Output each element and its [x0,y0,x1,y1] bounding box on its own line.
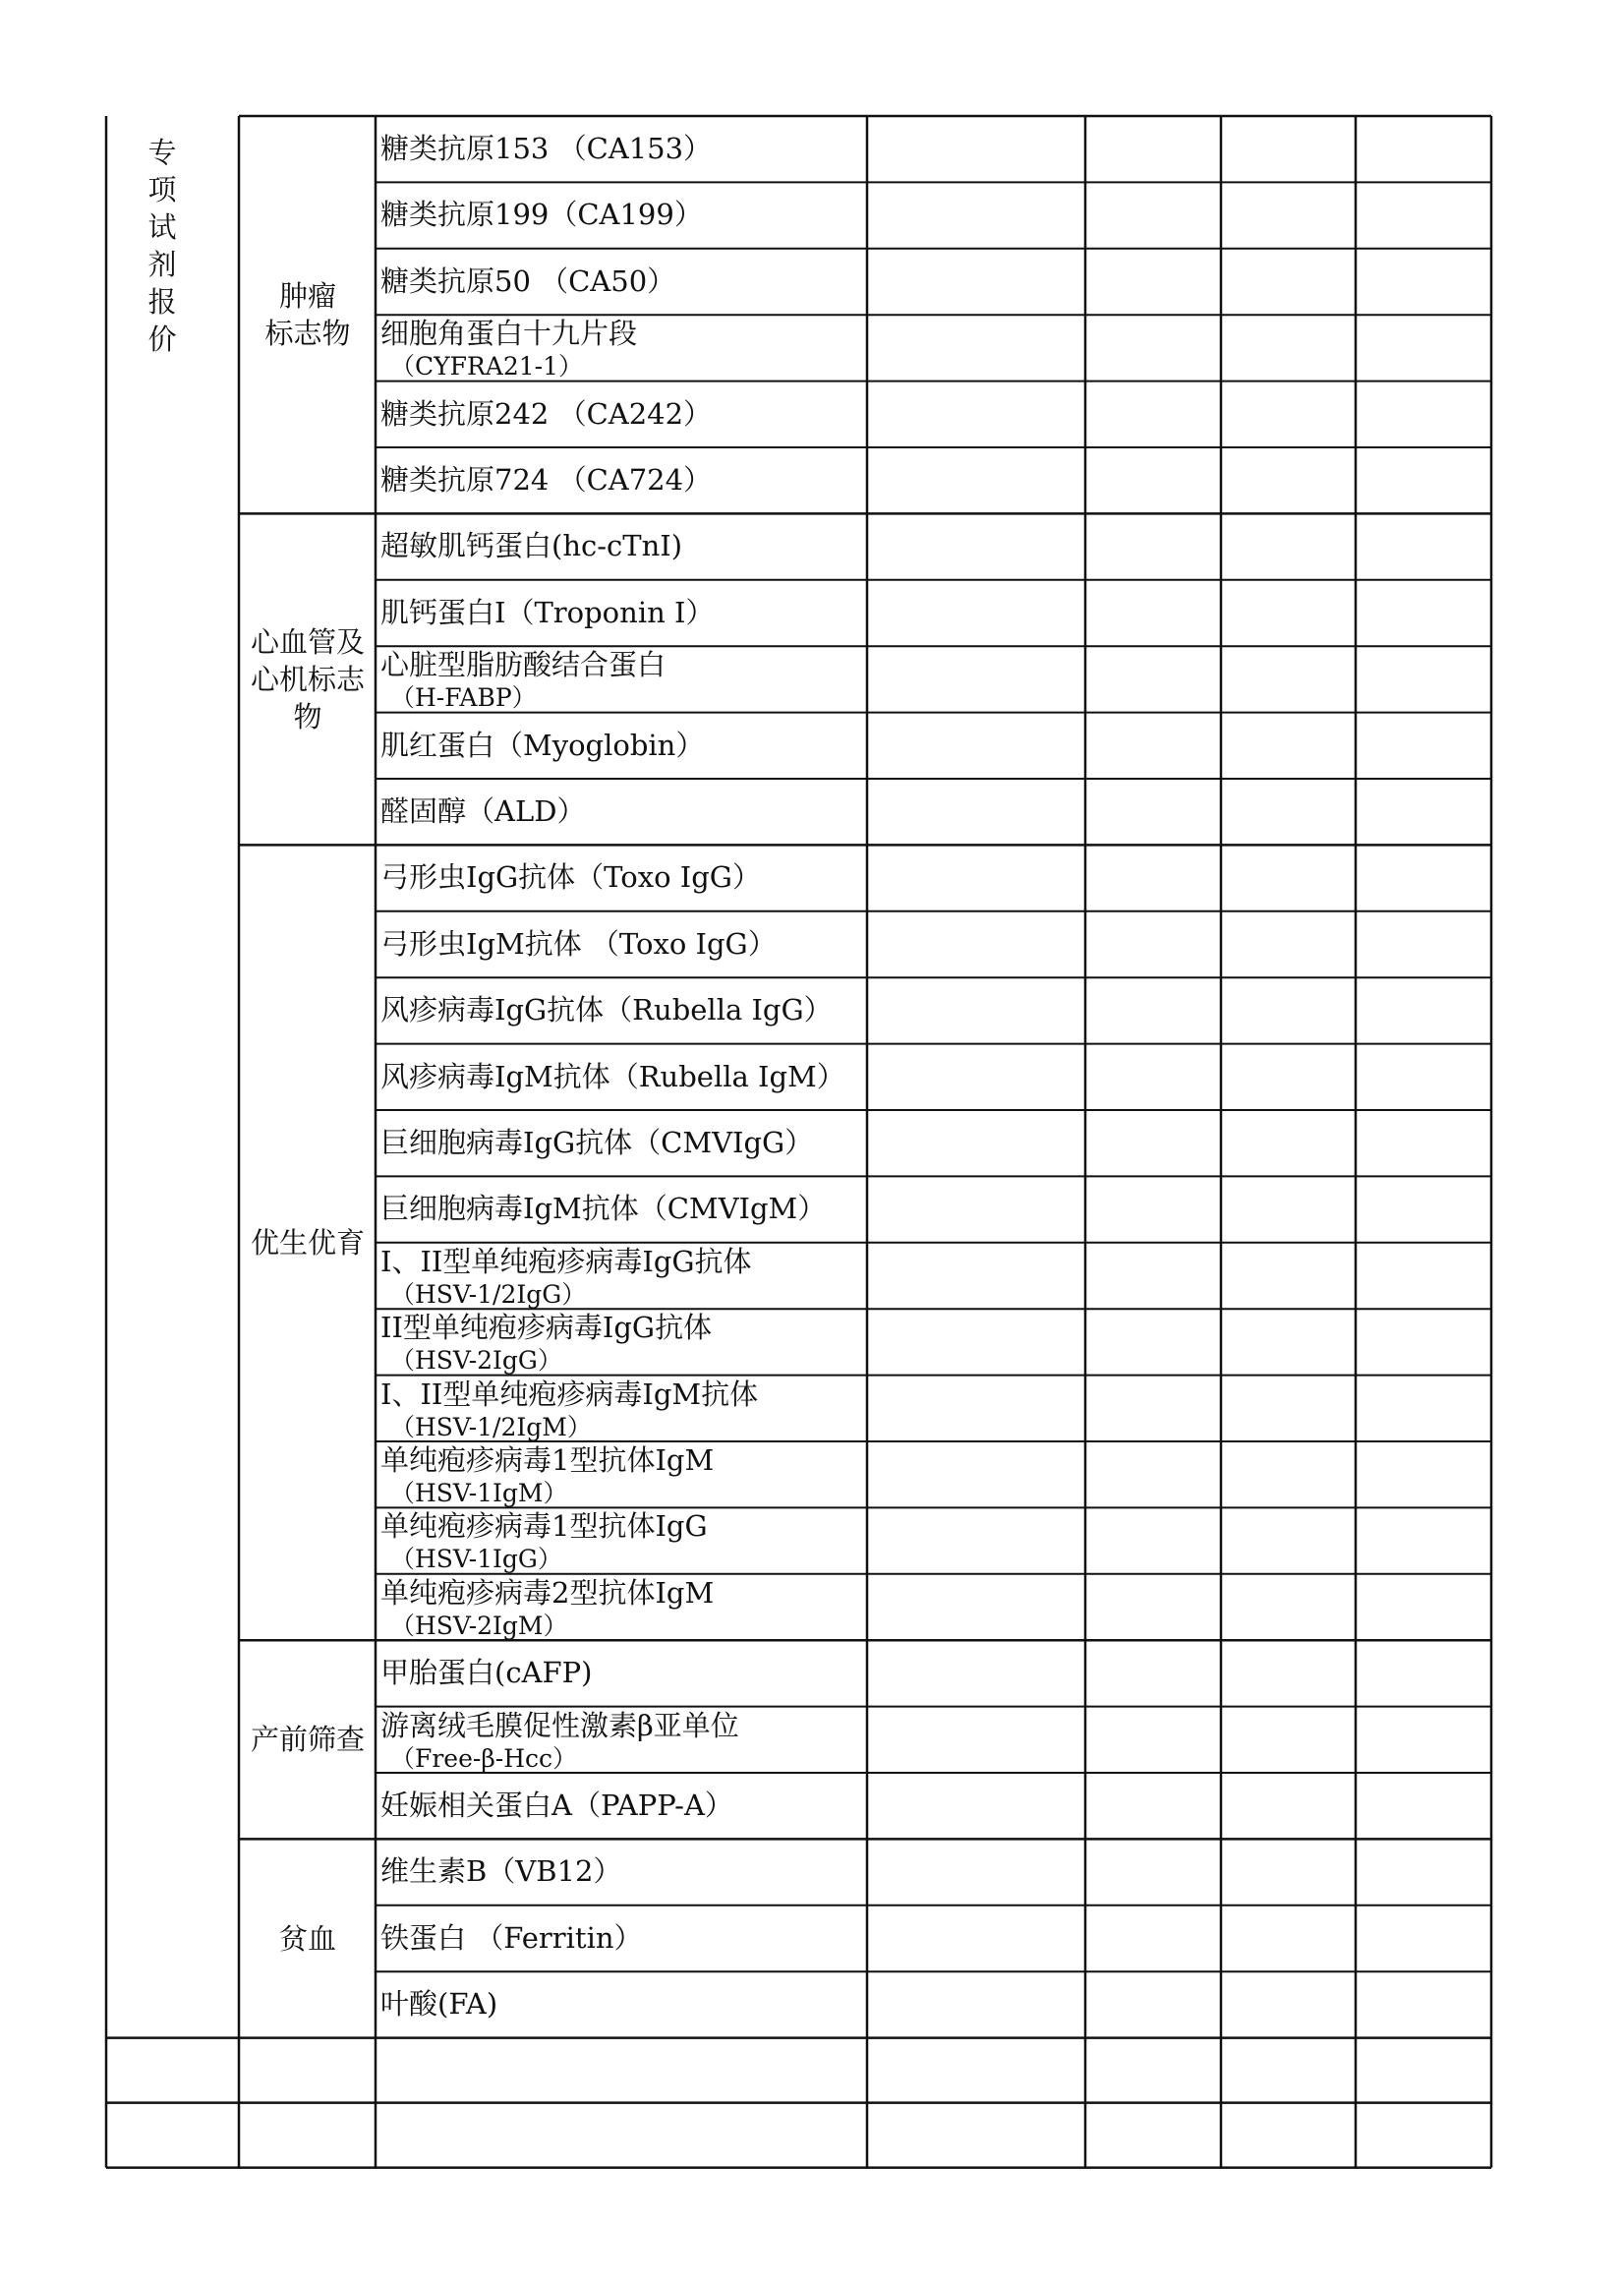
test-item-name: 风疹病毒IgG抗体（Rubella IgG） [380,993,833,1027]
test-item-name: II型单纯疱疹病毒IgG抗体 [380,1311,713,1345]
test-item-name: 肌钙蛋白I（Troponin I） [380,595,715,629]
test-item-code: （H-FABP） [390,683,537,713]
test-item-name: I、II型单纯疱疹病毒IgG抗体 [380,1244,752,1278]
category-label-line: 物 [293,699,322,733]
test-item-name: 单纯疱疹病毒1型抗体IgM [380,1443,715,1477]
test-item-name: 细胞角蛋白十九片段 [380,317,638,351]
test-item [380,381,862,447]
test-item-name: 铁蛋白 （Ferritin） [380,1920,643,1955]
test-item-name: 甲胎蛋白(cAFP) [380,1656,593,1690]
test-item [380,513,862,579]
test-item-name: 弓形虫IgM抗体 （Toxo IgG） [380,926,777,961]
test-item-name: 糖类抗原199（CA199） [380,198,703,232]
test-item-code: （HSV-1IgG） [390,1545,562,1574]
test-item [380,1243,862,1309]
test-item-name: 风疹病毒IgM抗体（Rubella IgM） [380,1059,845,1093]
test-item [380,1574,862,1640]
test-item [380,182,862,248]
test-item [380,1044,862,1110]
test-item-name: 游离绒毛膜促性激素β亚单位 [380,1708,739,1742]
test-item [380,845,862,910]
test-item-name: 糖类抗原153 （CA153） [380,132,713,165]
test-item-name: I、II型单纯疱疹病毒IgM抗体 [380,1377,759,1411]
test-item-name: 醛固醇（ALD） [380,794,586,828]
test-item [380,1839,862,1905]
test-item-code: （CYFRA21-1） [390,352,584,381]
test-item [380,116,862,182]
test-item [380,315,862,381]
category-label [241,277,375,352]
category-label-line: 心血管及 [250,624,365,659]
test-item-name: 超敏肌钙蛋白(hc-cTnI) [380,529,683,563]
test-item [380,1441,862,1507]
category-label [241,623,375,735]
test-item [380,249,862,315]
section-title: 专项 试剂 报价 [147,136,177,356]
test-item [380,1176,862,1242]
test-item-name: 糖类抗原242 （CA242） [380,396,713,431]
test-item [380,1906,862,1971]
test-item-name: 心脏型脂肪酸结合蛋白 [380,648,667,682]
test-item-name: 单纯疱疹病毒1型抗体IgG [380,1509,708,1544]
test-item-code: （HSV-2IgG） [390,1346,562,1376]
test-item-code: （Free-β-Hcc） [390,1743,578,1773]
test-item [380,1376,862,1441]
test-item-code: （HSV-1/2IgG） [390,1279,587,1309]
test-item [380,1507,862,1573]
test-item-name: 弓形虫IgG抗体（Toxo IgG） [380,860,761,895]
test-item-name: 巨细胞病毒IgG抗体（CMVIgG） [380,1126,814,1159]
test-item [380,1309,862,1375]
category-label [241,1920,375,1958]
test-item [380,911,862,977]
test-item-code: （HSV-1IgM） [390,1479,568,1507]
category-label-line: 心机标志 [250,662,365,696]
test-item-code: （HSV-1/2IgM） [390,1412,592,1441]
test-item-code: （HSV-2IgM） [390,1611,568,1640]
test-item-name: 肌红蛋白（Myoglobin） [380,728,705,762]
category-label [241,1224,375,1261]
test-item-name: 单纯疱疹病毒2型抗体IgM [380,1575,715,1610]
test-item-name: 叶酸(FA) [380,1987,498,2022]
test-item [380,1640,862,1706]
test-item [380,1971,862,2037]
test-item [380,447,862,513]
category-label [241,1721,375,1758]
test-item [380,580,862,646]
test-item [380,779,862,845]
test-item [380,713,862,779]
test-item [380,1707,862,1773]
category-label-line: 产前筛查 [250,1723,365,1757]
test-item-name: 妊娠相关蛋白A（PAPP-A） [380,1789,733,1822]
test-item [380,977,862,1043]
category-label-line: 肿瘤 [278,279,336,314]
test-item [380,1773,862,1839]
category-label-line: 标志物 [264,317,351,351]
category-label-line: 优生优育 [250,1225,365,1260]
test-item-name: 维生素B（VB12） [380,1854,622,1889]
test-item-name: 糖类抗原724 （CA724） [380,463,713,497]
test-item-name: 糖类抗原50 （CA50） [380,264,676,298]
test-item-name: 巨细胞病毒IgM抗体（CMVIgM） [380,1192,827,1226]
category-label-line: 贫血 [278,1921,336,1956]
test-item [380,1110,862,1176]
test-item [380,646,862,712]
